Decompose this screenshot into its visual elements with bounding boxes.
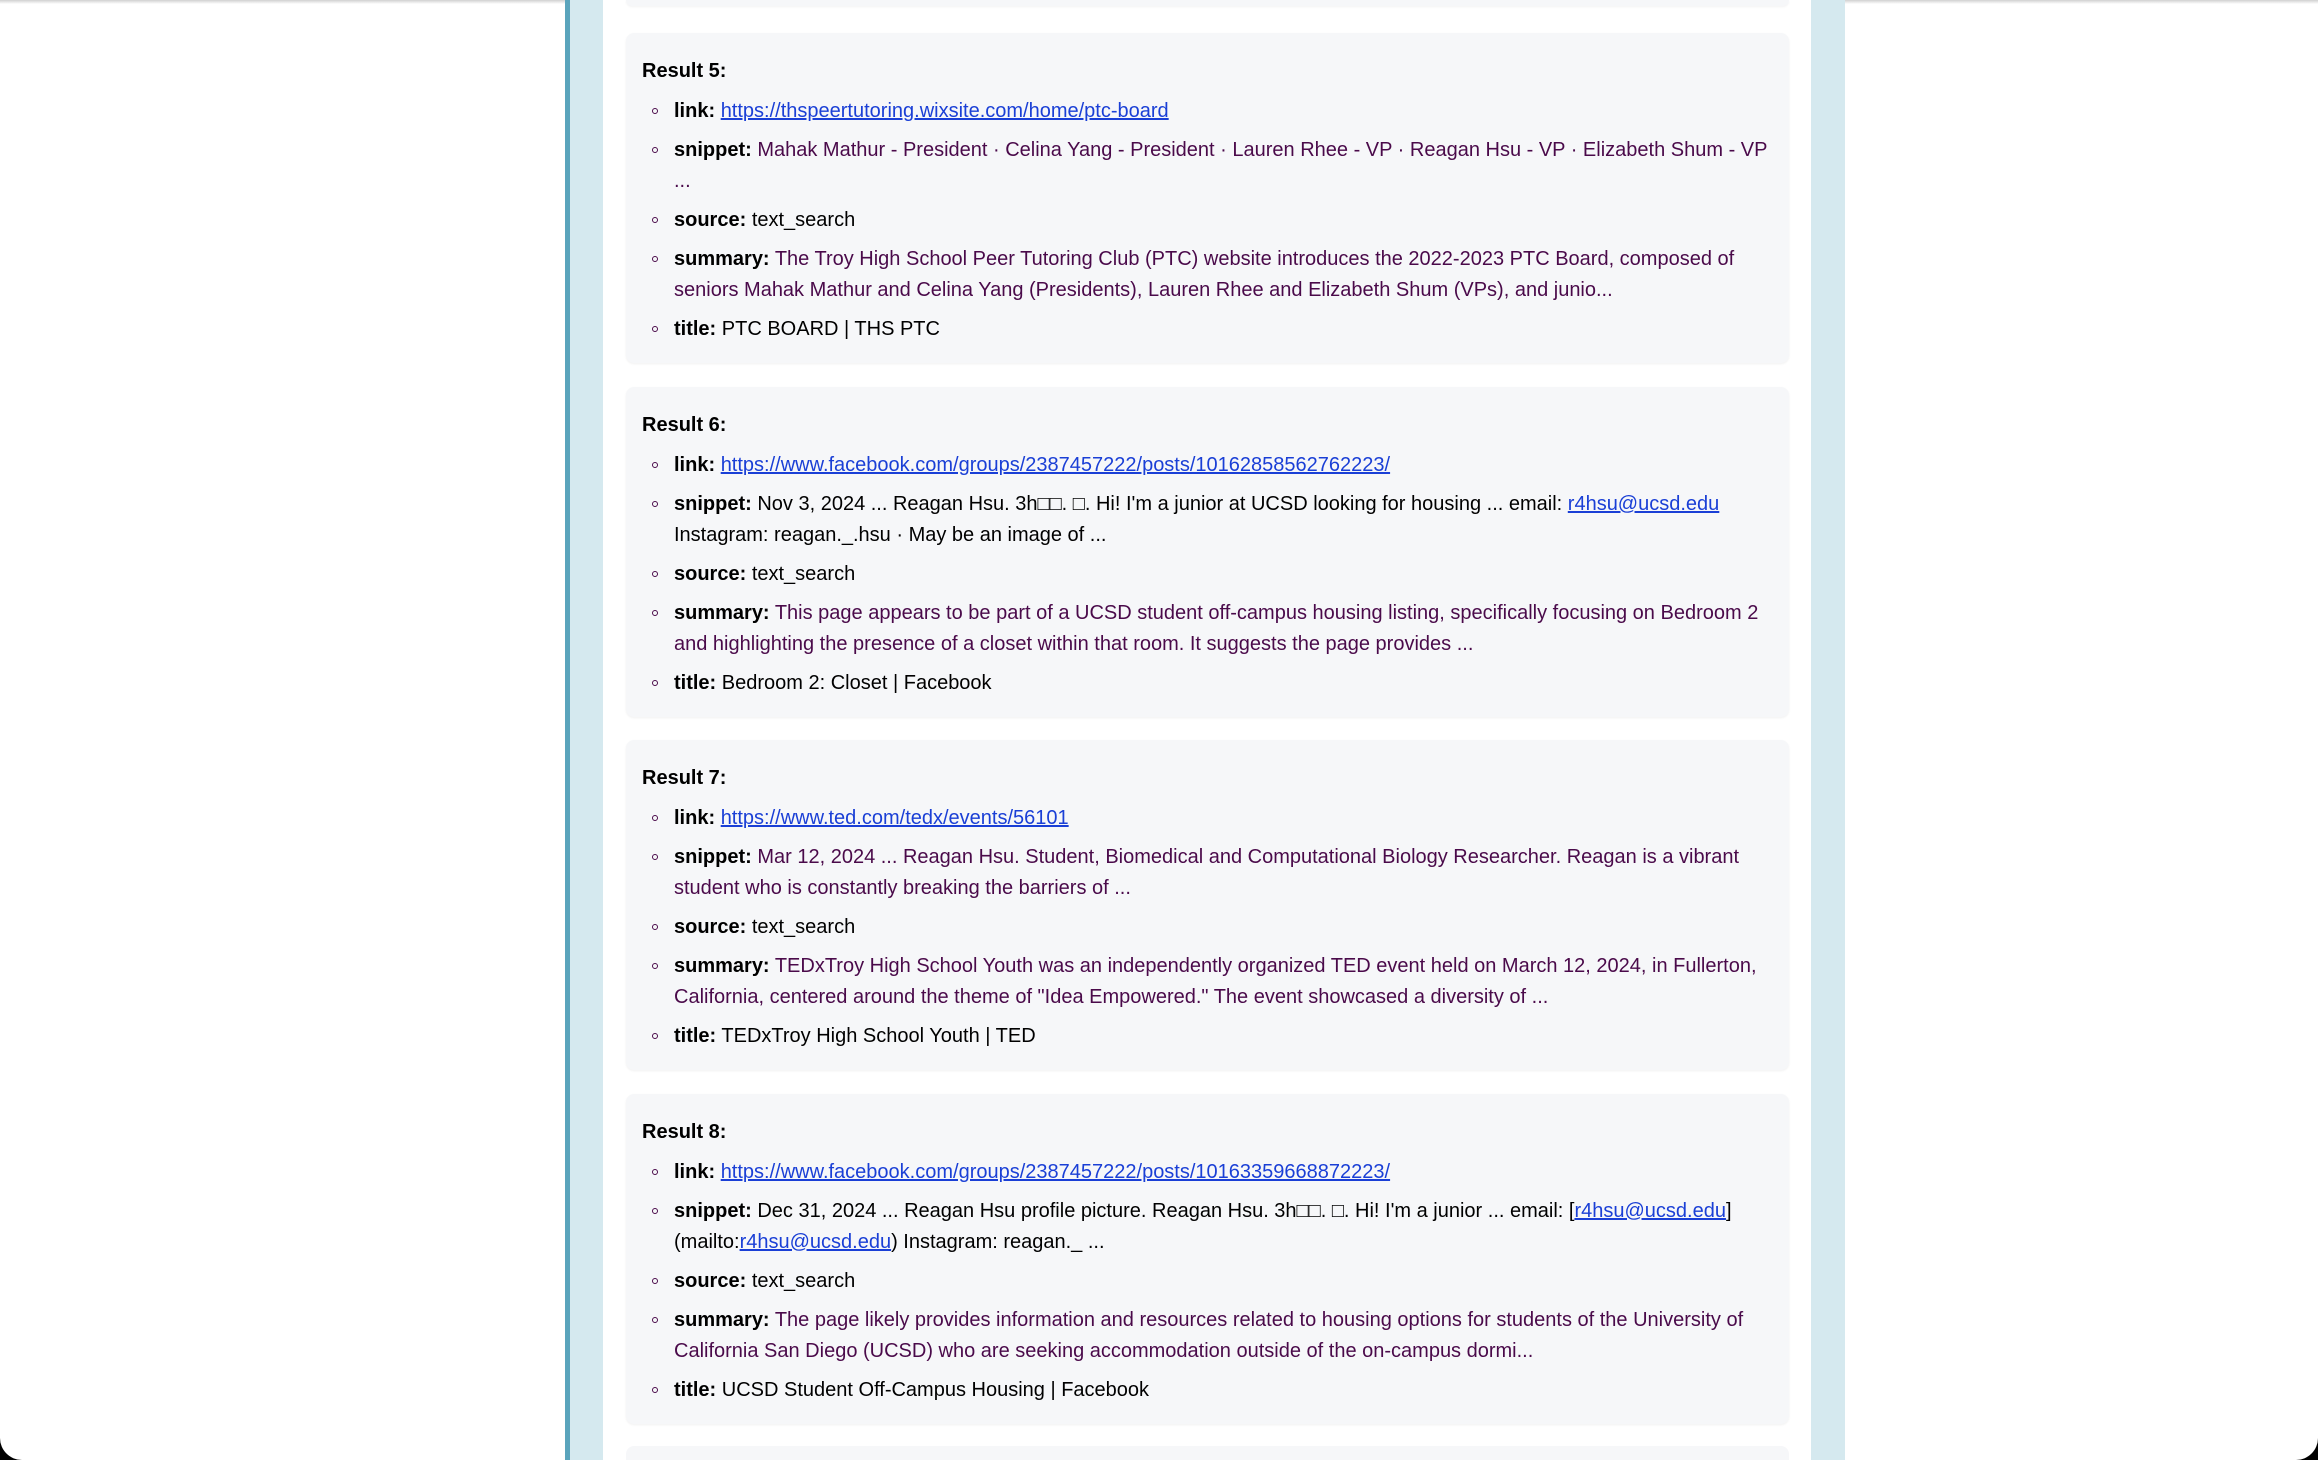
bullet-icon [652,854,658,860]
result-snippet-row: snippet: Nov 3, 2024 ... Reagan Hsu. 3h□□. □. Hi! I'm a junior at UCSD looking for housing ... email: r4hsu@ucsd.edu Instagram: reagan._.hsu · May be an image of ... [674,489,1773,551]
result-source-row: source: text_search [674,912,1773,943]
bullet-icon [652,1033,658,1039]
result-snippet-row: snippet: Mahak Mathur - President · Celina Yang - President · Lauren Rhee - VP · Reagan Hsu - VP · Elizabeth Shum - VP ... [674,135,1773,197]
result-card-6 [626,387,1789,717]
result-summary: The Troy High School Peer Tutoring Club (PTC) website introduces the 2022-2023 PTC Board, composed of seniors Mahak Mathur and Celina Yang (Presidents), Lauren Rhee and Elizabeth Shum (VPs), and junio... [674,248,1735,301]
result-card-8 [626,1094,1789,1424]
result-link[interactable]: https://www.facebook.com/groups/2387457222/posts/10162858562762223/ [720,454,1391,476]
result-link-row: link: https://www.ted.com/tedx/events/56101 [674,803,1773,834]
result-fields [642,1157,1773,1406]
result-fields [642,803,1773,1052]
result-title-row: title: TEDxTroy High School Youth | TED [674,1021,1773,1052]
result-title: UCSD Student Off-Campus Housing | Facebook [721,1379,1150,1401]
bullet-icon [652,217,658,223]
result-heading: Result 8: [642,1121,727,1143]
result-link[interactable]: https://thspeertutoring.wixsite.com/home/ptc-board [720,100,1169,122]
result-link-row: link: https://thspeertutoring.wixsite.com/home/ptc-board [674,96,1773,127]
next-result-card [626,1446,1789,1460]
result-title-row: title: PTC BOARD | THS PTC [674,314,1773,345]
bullet-icon [652,1278,658,1284]
bullet-icon [652,1208,658,1214]
result-source: text_search [751,1270,856,1292]
result-summary: TEDxTroy High School Youth was an independently organized TED event held on March 12, 2024, in Fullerton, California, centered around the theme of "Idea Empowered." The event showcased a diversity of ... [674,955,1757,1008]
result-heading: Result 5: [642,60,727,82]
result-source-row: source: text_search [674,205,1773,236]
bullet-icon [652,1387,658,1393]
email-link[interactable]: r4hsu@ucsd.edu [1574,1200,1726,1222]
result-title: PTC BOARD | THS PTC [721,318,940,340]
result-snippet-tail: Instagram: reagan._.hsu · May be an image of ... [674,524,1107,546]
result-title-row: title: Bedroom 2: Closet | Facebook [674,668,1773,699]
email-link[interactable]: r4hsu@ucsd.edu [739,1231,892,1253]
result-link-row: link: https://www.facebook.com/groups/2387457222/posts/10163359668872223/ [674,1157,1773,1188]
result-title-row: title: UCSD Student Off-Campus Housing | Facebook [674,1375,1773,1406]
bullet-icon [652,147,658,153]
bullet-icon [652,501,658,507]
result-snippet-row: snippet: Mar 12, 2024 ... Reagan Hsu. Student, Biomedical and Computational Biology Researcher. Reagan is a vibrant student who is constantly breaking the barriers of ... [674,842,1773,904]
result-source: text_search [751,209,856,231]
result-summary-row: summary: The page likely provides information and resources related to housing options for students of the University of California San Diego (UCSD) who are seeking accommodation outside of the on-campus dormi... [674,1305,1773,1367]
result-snippet: Mahak Mathur - President · Celina Yang - President · Lauren Rhee - VP · Reagan Hsu - VP · Elizabeth Shum - VP ... [674,139,1768,192]
bullet-icon [652,462,658,468]
result-snippet-row: snippet: Dec 31, 2024 ... Reagan Hsu profile picture. Reagan Hsu. 3h□□. □. Hi! I'm a junior ... email: [r4hsu@ucsd.edu](mailto:r4hsu@ucsd.edu) Instagram: reagan._ ... [674,1196,1773,1258]
result-snippet: Nov 3, 2024 ... Reagan Hsu. 3h□□. □. Hi! I'm a junior at UCSD looking for housing ... email: [757,493,1568,515]
result-heading: Result 6: [642,414,727,436]
result-card-5 [626,33,1789,363]
bullet-icon [652,571,658,577]
bullet-icon [652,815,658,821]
result-source-row: source: text_search [674,559,1773,590]
result-source: text_search [751,916,856,938]
result-snippet-tail: ) Instagram: reagan._ ... [891,1231,1105,1253]
result-card-7 [626,740,1789,1070]
bullet-icon [652,108,658,114]
result-title: TEDxTroy High School Youth | TED [721,1025,1036,1047]
result-link[interactable]: https://www.facebook.com/groups/2387457222/posts/10163359668872223/ [720,1161,1391,1183]
bullet-icon [652,680,658,686]
result-summary-row: summary: The Troy High School Peer Tutoring Club (PTC) website introduces the 2022-2023 PTC Board, composed of seniors Mahak Mathur and Celina Yang (Presidents), Lauren Rhee and Elizabeth Shum (VPs), and junio... [674,244,1773,306]
result-summary: The page likely provides information and resources related to housing options for students of the University of California San Diego (UCSD) who are seeking accommodation outside of the on-campus dormi... [674,1309,1744,1362]
result-source: text_search [751,563,856,585]
result-fields [642,450,1773,699]
result-snippet-mid: ](mailto: [674,1200,1732,1253]
bullet-icon [652,1169,658,1175]
email-link[interactable]: r4hsu@ucsd.edu [1567,493,1720,515]
result-link[interactable]: https://www.ted.com/tedx/events/56101 [720,807,1069,829]
result-snippet: Mar 12, 2024 ... Reagan Hsu. Student, Biomedical and Computational Biology Researcher. Reagan is a vibrant student who is constantly breaking the barriers of ... [674,846,1740,899]
previous-result-card [626,0,1789,6]
result-fields [642,96,1773,345]
bullet-icon [652,1317,658,1323]
bullet-icon [652,326,658,332]
result-source-row: source: text_search [674,1266,1773,1297]
result-link-row: link: https://www.facebook.com/groups/2387457222/posts/10162858562762223/ [674,450,1773,481]
result-title: Bedroom 2: Closet | Facebook [721,672,992,694]
result-snippet: Dec 31, 2024 ... Reagan Hsu profile picture. Reagan Hsu. 3h□□. □. Hi! I'm a junior ... email: [ [757,1200,1575,1222]
result-heading: Result 7: [642,767,727,789]
bullet-icon [652,256,658,262]
bullet-icon [652,963,658,969]
bullet-icon [652,610,658,616]
bullet-icon [652,924,658,930]
result-summary-row: summary: TEDxTroy High School Youth was an independently organized TED event held on March 12, 2024, in Fullerton, California, centered around the theme of "Idea Empowered." The event showcased a diversity of ... [674,951,1773,1013]
result-summary-row: summary: This page appears to be part of a UCSD student off-campus housing listing, specifically focusing on Bedroom 2 and highlighting the presence of a closet within that room. It suggests the page provides ... [674,598,1773,660]
result-summary: This page appears to be part of a UCSD student off-campus housing listing, specifically focusing on Bedroom 2 and highlighting the presence of a closet within that room. It suggests the page provides ... [674,602,1759,655]
